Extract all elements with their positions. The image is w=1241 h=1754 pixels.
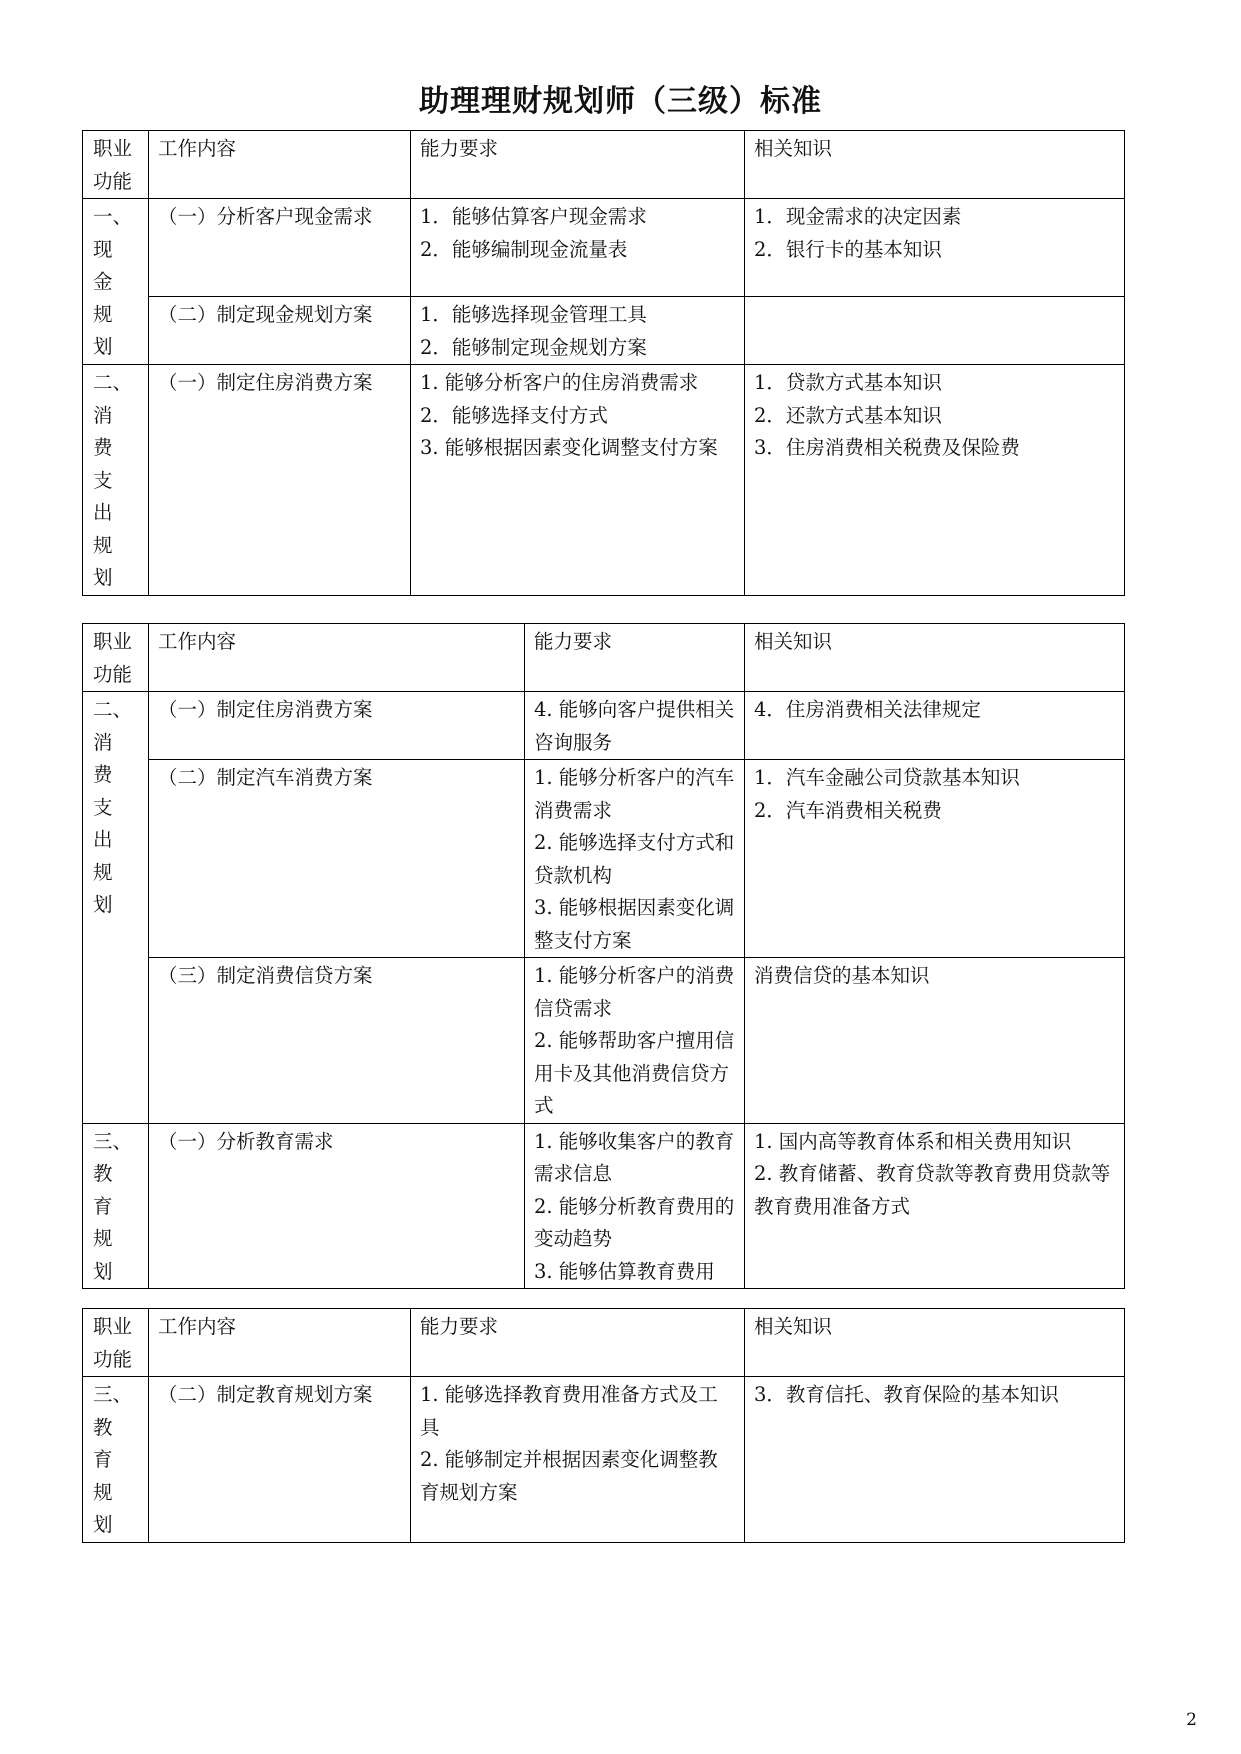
cell-line: 费 [93,436,113,459]
table-row [83,692,1125,760]
cell-line: 划 [93,566,113,589]
cell-line: 划 [93,893,113,916]
cell-line: 教 [93,1162,113,1185]
ability-cell [525,760,745,958]
table-row [83,958,1125,1124]
cell-line: 费 [93,763,113,786]
cell-line: 1. 国内高等教育体系和相关费用知识 [754,1129,1072,1153]
cell-line: 2. 能够选择支付方式和贷款机构 [534,831,735,887]
cell-line: 2. 教育储蓄、教育贷款等教育费用贷款等教育费用准备方式 [754,1162,1111,1218]
knowledge-cell [745,1123,1125,1289]
standards-table-1 [82,130,1125,596]
work-content-cell: （一）制定住房消费方案 [149,692,525,760]
header-work-content: 工作内容 [149,624,525,692]
cell-line: 3. 能够根据因素变化调整支付方案 [534,896,735,952]
cell-line: 1. 能够分析客户的汽车消费需求 [534,766,735,822]
cell-line: 1. 能够分析客户的消费信贷需求 [534,964,735,1020]
table-row [83,297,1125,365]
cell-line: 2．能够选择支付方式 [420,403,608,427]
knowledge-cell [745,365,1125,596]
header-ability: 能力要求 [411,1309,745,1377]
cell-line: 教 [93,1415,113,1439]
table-header-row [83,131,1125,199]
standards-table-3 [82,1308,1125,1543]
cell-line: 育 [93,1194,113,1218]
knowledge-cell [745,199,1125,297]
header-knowledge: 相关知识 [745,624,1125,692]
cell-line: 二、 [93,371,133,394]
cell-line: 3. 能够估算教育费用 [534,1259,715,1283]
cell-line: 支 [93,795,113,819]
work-content-cell: （一）分析客户现金需求 [149,199,411,297]
header-function: 职业 功能 [83,1309,149,1377]
function-cell [83,692,149,1124]
document-title: 助理理财规划师（三级）标准 [419,84,822,119]
cell-line: 规 [93,302,113,326]
header-knowledge: 相关知识 [745,131,1125,199]
cell-line: 划 [93,335,113,358]
function-cell [83,199,149,365]
cell-line: 消 [93,730,113,754]
knowledge-cell [745,958,1125,1124]
table-row [83,1377,1125,1543]
page-number: 2 [1186,1710,1197,1730]
cell-line: 三、 [93,1129,133,1153]
ability-cell [411,297,745,365]
cell-line: 1．能够选择现金管理工具 [420,303,647,326]
header-work-content: 工作内容 [149,1309,411,1377]
table-header-row [83,624,1125,692]
table-header-row [83,1309,1125,1377]
cell-line: 2．汽车消费相关税费 [754,798,942,822]
cell-line: 消 [93,403,113,427]
cell-line: 1．汽车金融公司贷款基本知识 [754,766,1020,789]
cell-line: 出 [93,828,113,851]
cell-line: 二、 [93,698,133,721]
cell-line: 2. 能够制定并根据因素变化调整教育规划方案 [420,1448,718,1504]
cell-line: 一、 [93,205,133,228]
cell-line: 1．贷款方式基本知识 [754,371,942,394]
ability-cell [411,1377,745,1543]
cell-line: 3．教育信托、教育保险的基本知识 [754,1383,1059,1406]
knowledge-cell [745,760,1125,958]
header-function: 职业 功能 [83,624,149,692]
work-content-cell: （一）分析教育需求 [149,1123,525,1289]
work-content-cell: （三）制定消费信贷方案 [149,958,525,1124]
header-work-content: 工作内容 [149,131,411,199]
cell-line: 2．能够制定现金规划方案 [420,335,647,359]
work-content-cell: （一）制定住房消费方案 [149,365,411,596]
table-row [83,1123,1125,1289]
work-content-cell: （二）制定教育规划方案 [149,1377,411,1543]
cell-line: 育 [93,1448,113,1471]
knowledge-cell [745,297,1125,365]
work-content-cell: （二）制定现金规划方案 [149,297,411,365]
header-ability: 能力要求 [411,131,745,199]
cell-line: 3. 能够根据因素变化调整支付方案 [420,436,718,459]
cell-line: 1. 能够收集客户的教育需求信息 [534,1129,735,1185]
cell-line: 三、 [93,1383,133,1406]
cell-line: 金 [93,270,113,293]
cell-line: 划 [93,1259,113,1283]
cell-line: 2．能够编制现金流量表 [420,237,628,261]
cell-line: 1．能够估算客户现金需求 [420,205,647,228]
function-cell [83,1377,149,1543]
table-row [83,365,1125,596]
ability-cell [525,692,745,760]
knowledge-cell [745,1377,1125,1543]
header-knowledge: 相关知识 [745,1309,1125,1377]
cell-line: 3．住房消费相关税费及保险费 [754,436,1020,459]
work-content-cell: （二）制定汽车消费方案 [149,760,525,958]
knowledge-cell [745,692,1125,760]
function-cell [83,1123,149,1289]
cell-line: 规 [93,1227,113,1250]
table-row [83,199,1125,297]
header-ability: 能力要求 [525,624,745,692]
cell-line: 2. 能够帮助客户擅用信用卡及其他消费信贷方式 [534,1029,735,1117]
cell-line: 规 [93,1480,113,1504]
function-cell [83,365,149,596]
cell-line: 现 [93,237,113,261]
ability-cell [411,199,745,297]
ability-cell [525,1123,745,1289]
cell-line: 1. 能够分析客户的住房消费需求 [420,371,699,394]
table-row [83,760,1125,958]
standards-table-2 [82,623,1125,1289]
cell-line: 出 [93,501,113,524]
cell-line: 4．住房消费相关法律规定 [754,698,981,721]
cell-line: 2．还款方式基本知识 [754,403,942,427]
header-function: 职业 功能 [83,131,149,199]
cell-line: 2. 能够分析教育费用的变动趋势 [534,1194,735,1250]
cell-line: 划 [93,1513,113,1536]
cell-line: 1．现金需求的决定因素 [754,205,962,228]
ability-cell [525,958,745,1124]
cell-line: 4. 能够向客户提供相关咨询服务 [534,698,735,754]
cell-line: 规 [93,860,113,884]
cell-line: 1. 能够选择教育费用准备方式及工具 [420,1383,718,1439]
ability-cell [411,365,745,596]
cell-line: 支 [93,468,113,492]
cell-line: 规 [93,533,113,557]
cell-line: 2．银行卡的基本知识 [754,237,942,261]
cell-line: 消费信贷的基本知识 [754,964,930,987]
